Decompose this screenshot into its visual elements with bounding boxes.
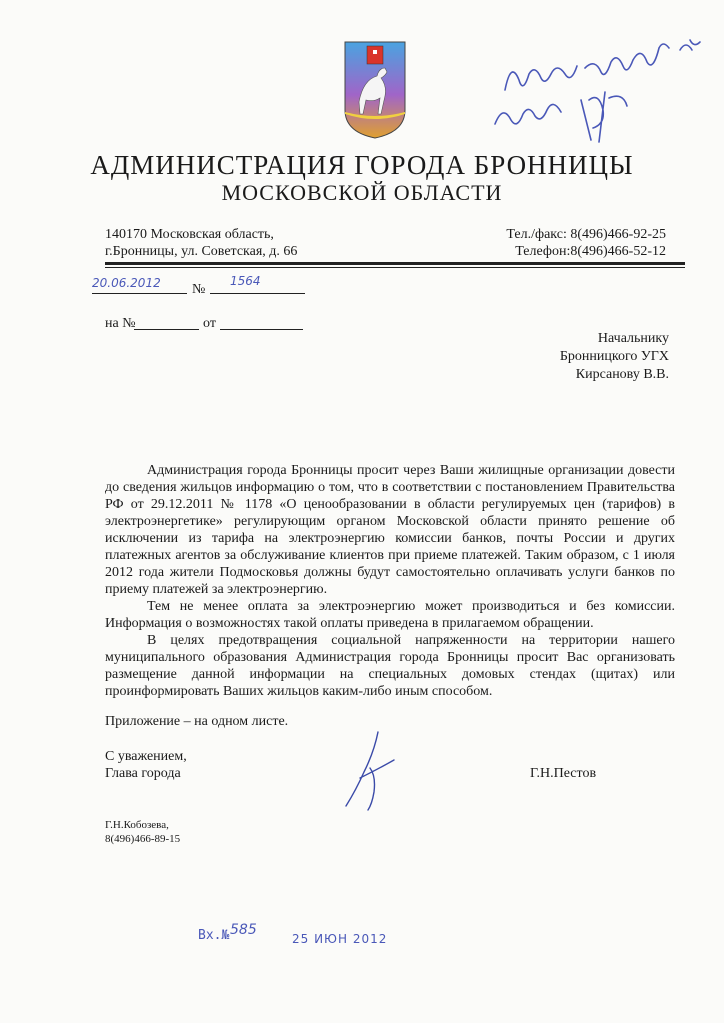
organization-title: АДМИНИСТРАЦИЯ ГОРОДА БРОННИЦЫ [90,150,634,180]
executor-block [105,818,180,846]
closing-line: С уважением, [105,749,187,764]
postal-address [105,226,297,260]
reference-number-line [134,329,199,330]
number-label: № [192,282,206,297]
incoming-stamp-date: 25 ИЮН 2012 [292,932,388,946]
executor-phone: 8(496)466-89-15 [105,833,181,845]
closing-block [105,748,187,782]
body-paragraph: Администрация города Бронницы просит через Ваши жилищные организации довести до сведения жильцов информацию о том, что в соответствии с постановлением Правительства РФ от 29.12.2011 № 1178 «О ценообразовании в области регулируемых цен (тарифов) в электроэнергетике» регулирующим органом Московской области принято решение об исключении из тарифа на электроэнергию комиссии банков, почты России и других платежных агентов за обслуживание клиентов при приеме платежей. Таким образом, с 1 июля 2012 года жители Подмосковья должны будут самостоятельно оплачивать услуги банков по приему платежей за электроэнергию. [105,463,675,597]
reference-date-line [220,329,303,330]
body-paragraph: Тем не менее оплата за электроэнергию может производиться и без комиссии. Информация о возможностях такой оплаты приведена в прилагаемом обращении. [105,599,675,631]
organization-subtitle: МОСКОВСКОЙ ОБЛАСТИ [221,180,503,205]
address-line: г.Бронницы, ул. Советская, д. 66 [105,244,298,259]
coat-of-arms-emblem [343,40,407,140]
handwritten-resolution [485,20,715,150]
addressee-block [560,330,669,384]
closing-line: Глава города [105,766,181,781]
executor-name: Г.Н.Кобозева, [105,819,169,831]
signature-mark [330,728,410,813]
outgoing-date: 20.06.2012 [92,276,161,290]
contact-phones [506,226,666,260]
phone: Телефон:8(496)466-52-12 [515,244,666,259]
reference-label: на № [105,316,136,331]
incoming-stamp-number: 585 [230,922,257,938]
signer-name: Г.Н.Пестов [530,766,597,781]
incoming-stamp-label: Вх.№ [198,928,230,943]
addressee-line: Бронницкого УГХ [559,349,669,364]
addressee-line: Начальнику [597,331,669,346]
outgoing-number: 1564 [230,274,261,288]
address-line: 140170 Московская область, [105,227,274,242]
number-underline [210,293,305,294]
attachment-note: Приложение – на одном листе. [105,714,289,729]
body-paragraph: В целях предотвращения социальной напряженности на территории нашего муниципального образования Администрация города Бронницы просит Вас организовать размещение данной информации на специальных домовых стендах (щитах) или проинформировать Ваших жильцов каким-либо иным способом. [105,633,675,699]
header-divider-thin [105,267,685,268]
date-underline [92,293,187,294]
header-divider [105,262,685,265]
letter-body [105,462,675,700]
reference-from-label: от [203,316,216,331]
addressee-line: Кирсанову В.В. [575,367,669,382]
phone-fax: Тел./факс: 8(496)466-92-25 [506,227,666,242]
